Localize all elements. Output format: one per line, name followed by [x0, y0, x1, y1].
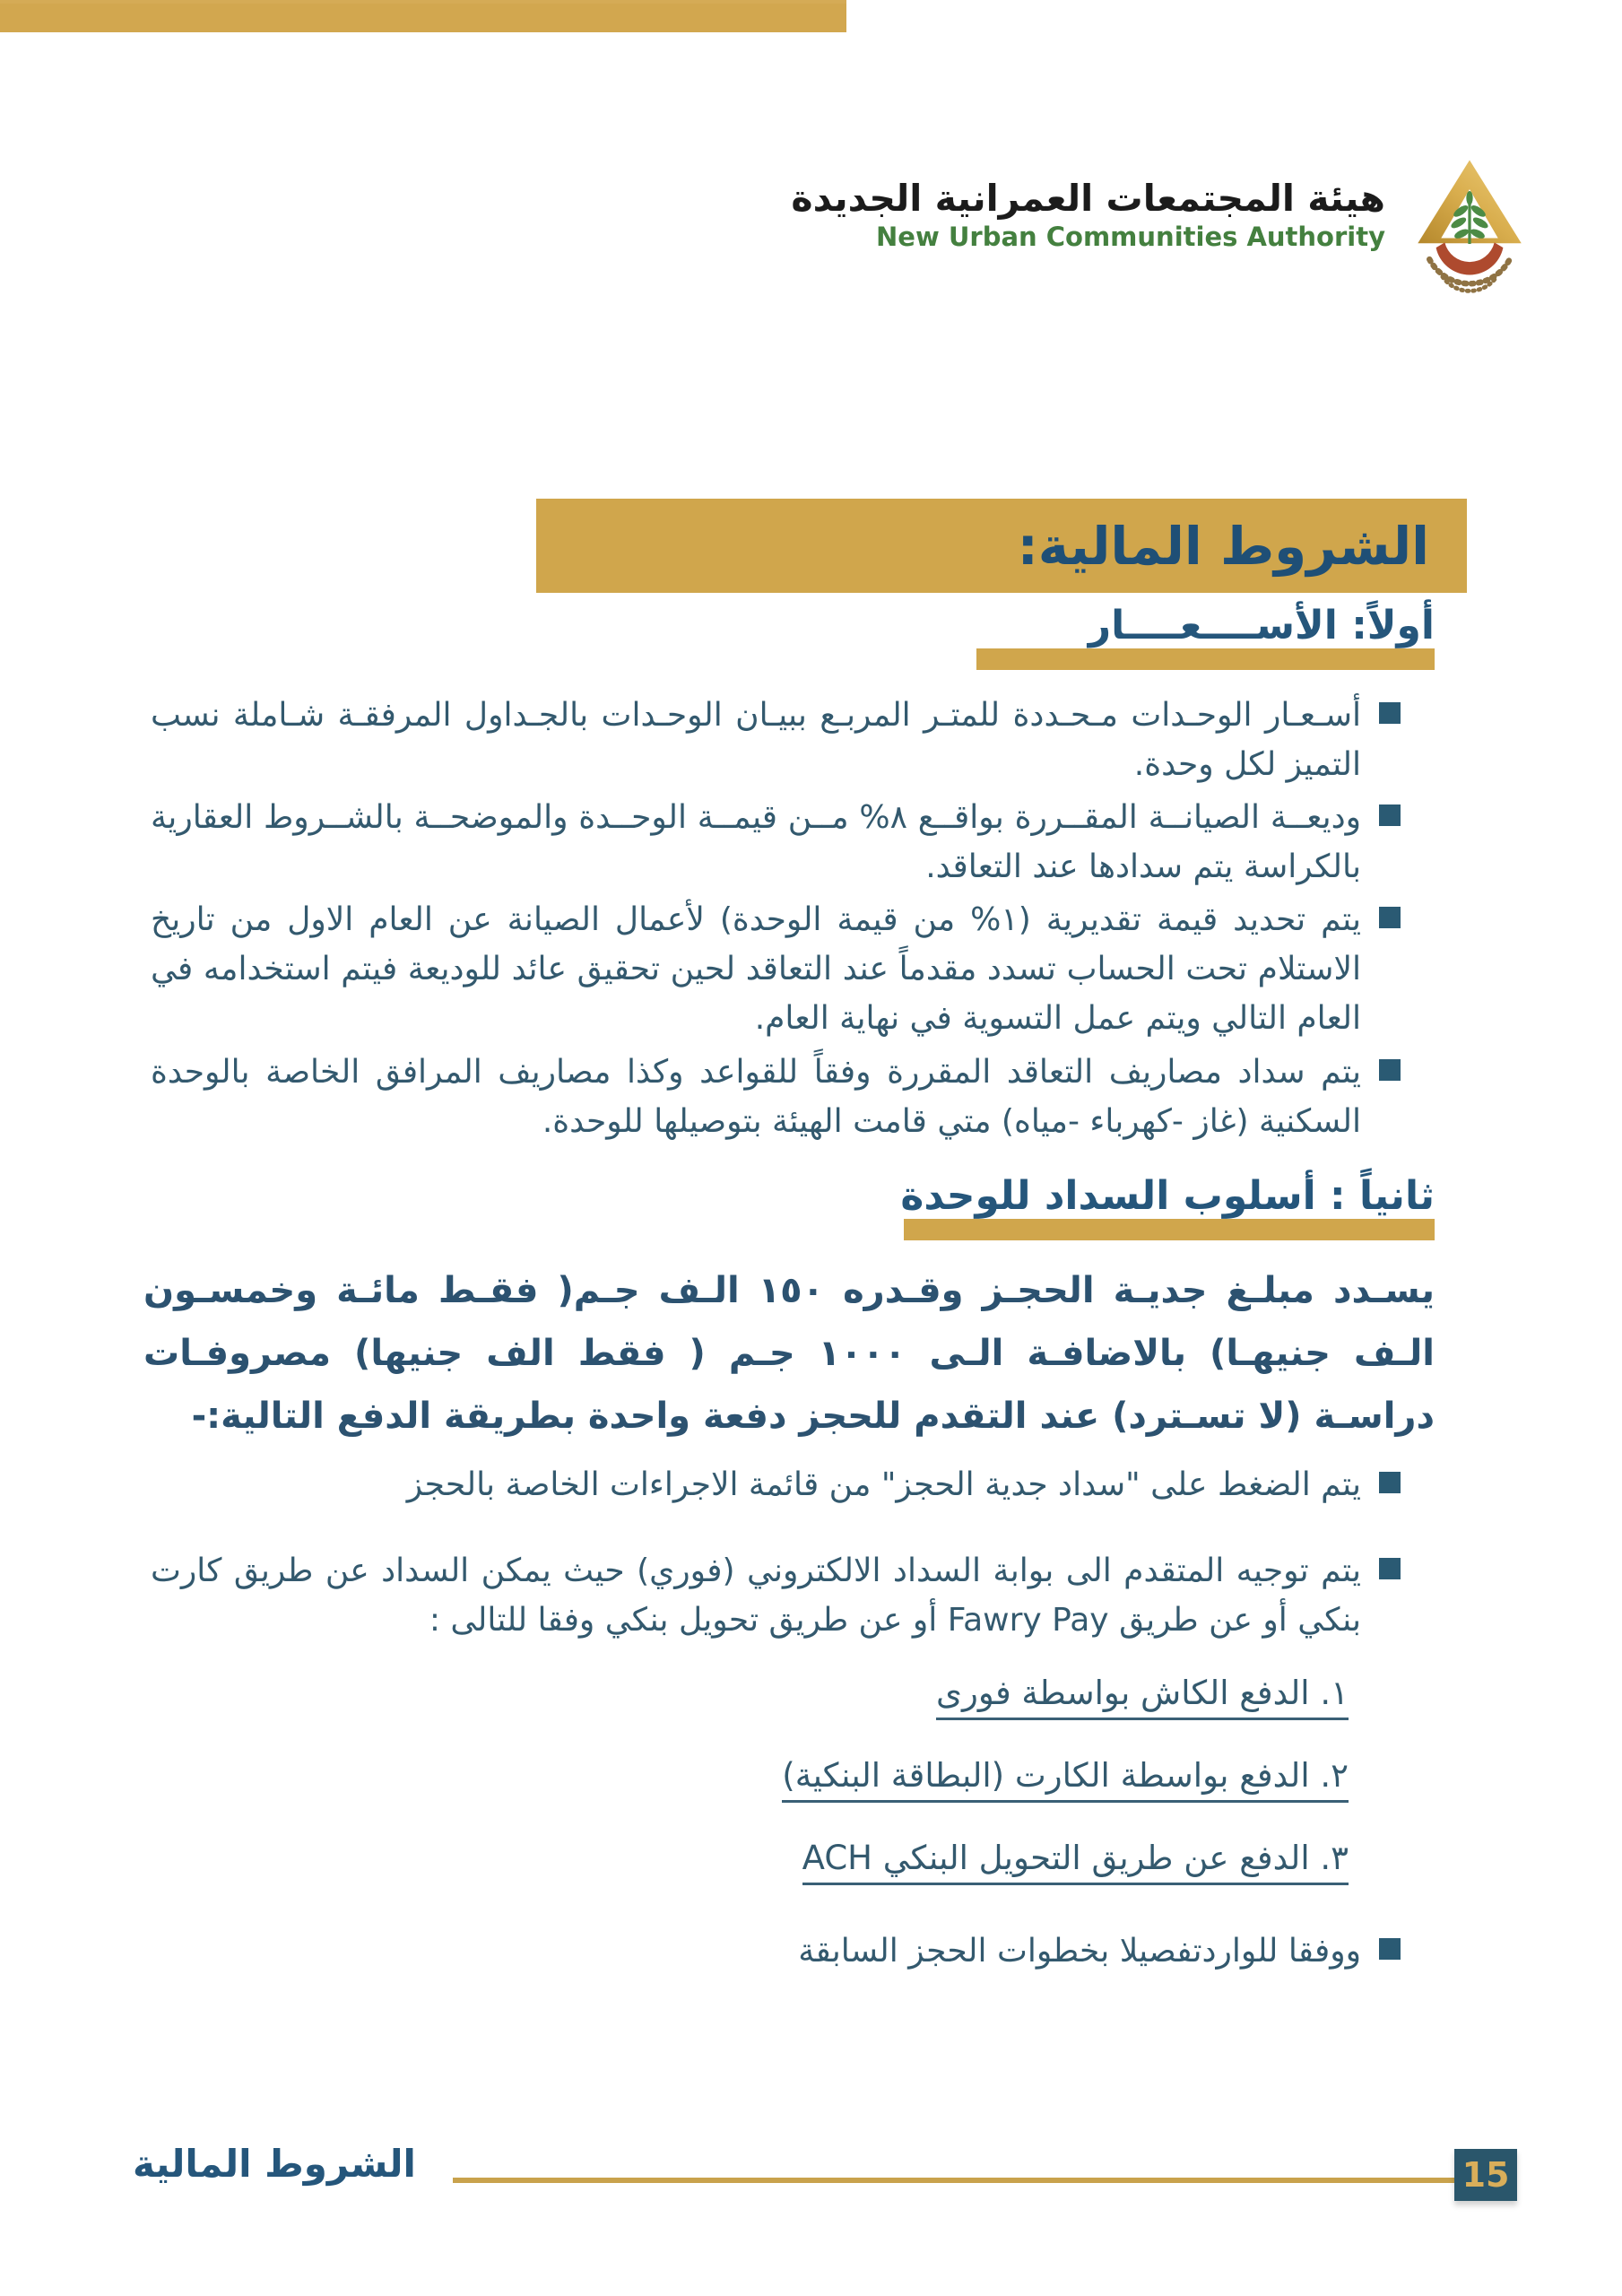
list-item-text: يتم تحديد قيمة تقديرية (١% من قيمة الوحدة) لأعمال الصيانة عن العام الاول من تاريخ الاستلام تحت الحساب تسدد مقدماً عند التعاقد لحين تحقيق عائد للوديعة فيتم استخدامه في العام التالي ويتم عمل التسوية في نهاية العام. — [151, 901, 1361, 1037]
org-names — [791, 176, 1385, 253]
section2-heading-underline — [904, 1219, 1435, 1240]
page-number-badge — [1454, 2149, 1517, 2201]
page-number: 15 — [1462, 2155, 1510, 2195]
list-item-text: وديعــة الصيانــة المقــررة بواقــع ٨% مــن قيمــة الوحــدة والموضحــة بالشــروط العقارية بالكراسة يتم سدادها عند التعاقد. — [151, 799, 1362, 885]
footer-gold-line — [453, 2178, 1454, 2183]
payment-intro-paragraph: يسـدد مبلـغ جديـة الحجـز وقـدره ١٥٠ الـف جـم( فقـط مائـة وخمسـون الـف جنيهـا) بالاضافـة الـى ١٠٠٠ جـم ( فقط الف جنيها) مصروفـات دراسـة (لا تسـترد) عند التقدم للحجز دفعة واحدة بطريقة الدفع التالية:- — [143, 1270, 1436, 1437]
page-title-banner — [536, 499, 1467, 593]
payment-method-text: ٢. الدفع بواسطة الكارت (البطاقة البنكية) — [782, 1756, 1349, 1803]
bullet-square-icon — [1379, 1059, 1401, 1081]
payment-method-item — [802, 1839, 1349, 1885]
list-item-text: يتم توجيه المتقدم الى بوابة السداد الالكتروني (فوري) حيث يمكن السداد عن طريق كارت بنكي أو عن طريق Fawry Pay أو عن طريق تحويل بنكي وفقا للتالى : — [151, 1552, 1361, 1639]
list-item — [151, 1546, 1401, 1645]
header-gold-bar — [0, 0, 846, 32]
list-item-text: ووفقا للواردتفصيلا بخطوات الحجز السابقة — [798, 1933, 1361, 1970]
page-title: الشروط المالية: — [1017, 515, 1429, 577]
list-item-text: يتم الضغط على "سداد جدية الحجز" من قائمة الاجراءات الخاصة بالحجز — [406, 1466, 1361, 1503]
payment-method-item — [782, 1756, 1349, 1803]
section1-heading: أولاً: الأســــعــــار — [1088, 603, 1435, 648]
org-name-english: New Urban Communities Authority — [876, 222, 1385, 253]
list-item — [151, 1926, 1401, 1976]
payment-method-text: ١. الدفع الكاش بواسطة فورى — [936, 1674, 1349, 1720]
bullet-square-icon — [1379, 702, 1401, 724]
list-item — [151, 1460, 1401, 1509]
bullet-square-icon — [1379, 804, 1401, 826]
section2-heading: ثانياً : أسلوب السداد للوحدة — [900, 1173, 1435, 1219]
list-item — [151, 895, 1401, 1043]
bullet-square-icon — [1379, 1558, 1401, 1579]
section1-heading-underline — [976, 648, 1435, 670]
bullet-square-icon — [1379, 1472, 1401, 1493]
org-name-arabic: هيئة المجتمعات العمرانية الجديدة — [791, 177, 1385, 220]
list-item — [151, 1048, 1401, 1146]
nuca-logo-icon — [1415, 151, 1524, 314]
list-item-text: أسـعـار الوحـدات مـحـددة للمتـر المربـع ببيـان الوحـدات بالجـداول المرفقـة شـاملة نسب التميز لكل وحدة. — [151, 697, 1361, 783]
payment-method-item — [936, 1674, 1349, 1720]
bullet-square-icon — [1379, 907, 1401, 928]
header-gold-line — [0, 0, 846, 4]
list-item — [151, 793, 1401, 891]
list-item — [151, 691, 1401, 789]
list-item-text: يتم سداد مصاريف التعاقد المقررة وفقاً للقواعد وكذا مصاريف المرافق الخاصة بالوحدة السكنية (غاز -كهرباء -مياه) متي قامت الهيئة بتوصيلها للوحدة. — [151, 1054, 1361, 1140]
footer-section-label: الشروط المالية — [133, 2142, 416, 2186]
payment-method-text: ٣. الدفع عن طريق التحويل البنكي ACH — [802, 1839, 1349, 1885]
bullet-square-icon — [1379, 1938, 1401, 1960]
